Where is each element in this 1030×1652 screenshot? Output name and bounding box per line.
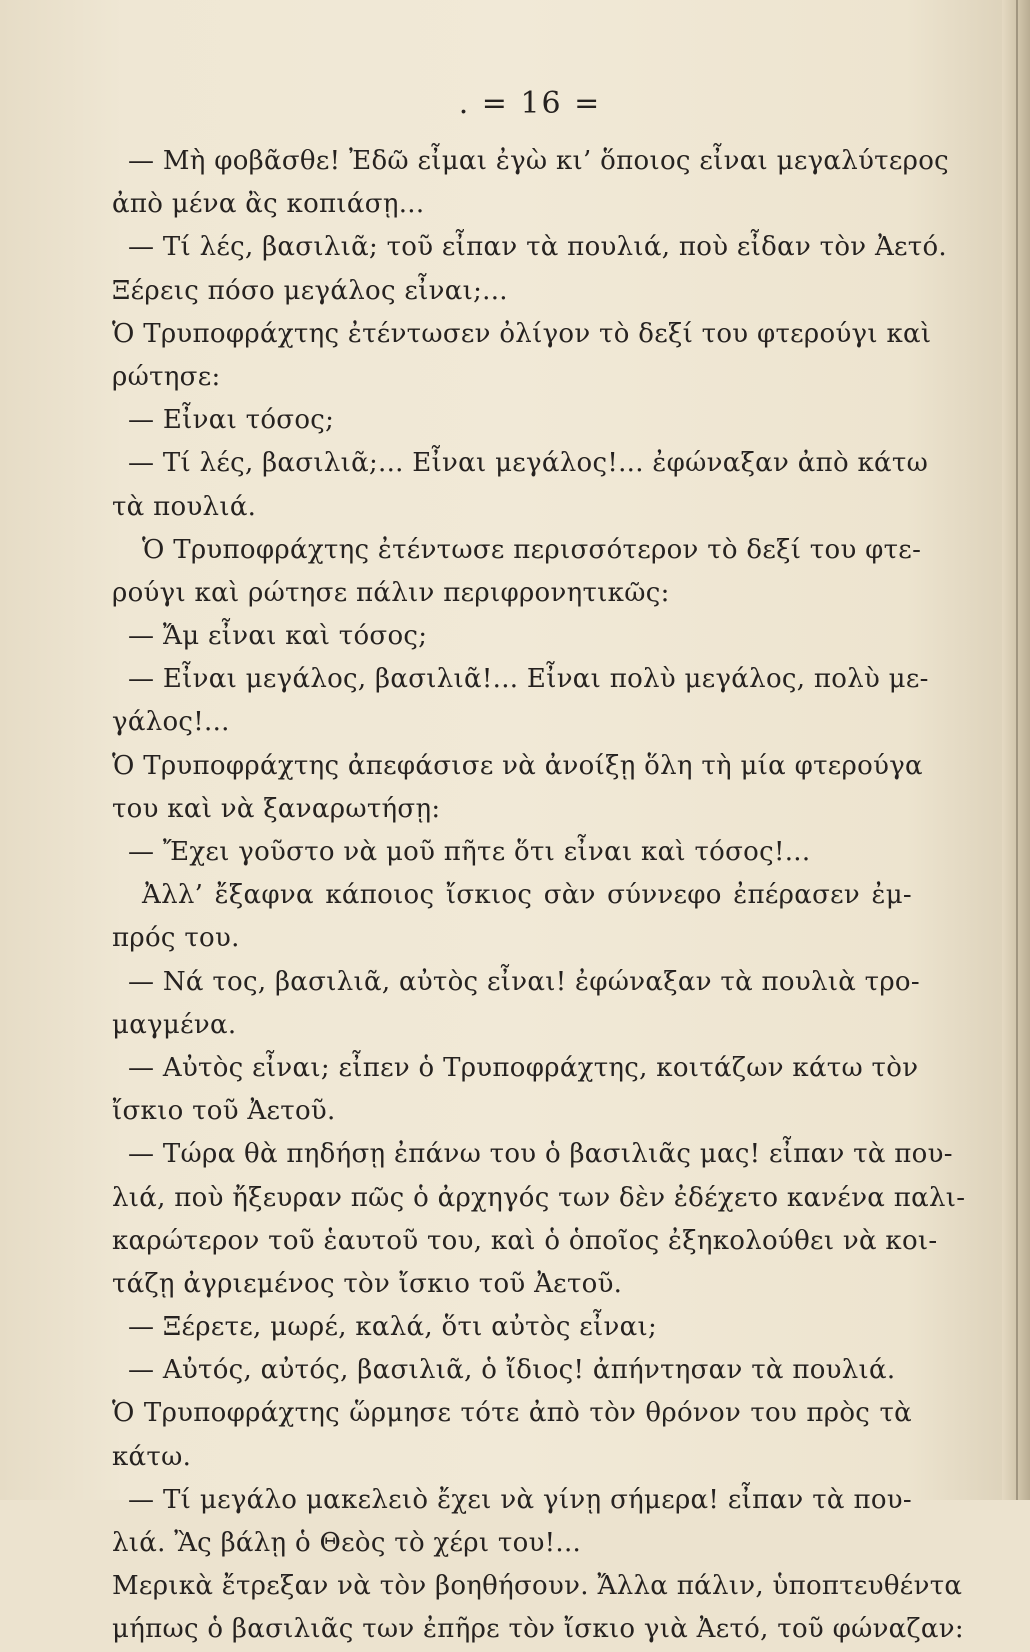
text-line: ἀπὸ μένα ἂς κοπιάσῃ...	[112, 189, 425, 220]
text-line: ρούγι καὶ ρώτησε πάλιν περιφρονητικῶς:	[112, 577, 670, 608]
text-line: — Ξέρετε, μωρέ, καλά, ὅτι αὐτὸς εἶναι;	[128, 1312, 658, 1343]
text-line: Μερικὰ ἔτρεξαν νὰ τὸν βοηθήσουν. Ἄλλα πάλιν, ὑποπτευθέντα	[112, 1571, 963, 1602]
text-line: Ὁ Τρυποφράχτης ἐτέντωσεν ὀλίγον τὸ δεξί του φτερούγι καὶ	[112, 318, 932, 349]
text-line: Ὁ Τρυποφράχτης ὥρμησε τότε ἀπὸ τὸν θρόνον του πρὸς τὰ	[112, 1398, 912, 1429]
text-line: Ὁ Τρυποφράχτης ἐτέντωσε περισσότερον τὸ δεξί του φτε-	[142, 534, 922, 565]
text-line: λιά, ποὺ ἤξευραν πῶς ὁ ἀρχηγός των δὲν ἐδέχετο κανένα παλι-	[112, 1182, 966, 1213]
text-line: πρός του.	[112, 923, 240, 954]
text-line: — Νά τος, βασιλιᾶ, αὐτὸς εἶναι! ἐφώναξαν τὰ πουλιὰ τρο-	[128, 966, 920, 997]
text-line: — Μὴ φοβᾶσθε! Ἐδῶ εἶμαι ἐγὼ κι’ ὅποιος εἶναι μεγαλύτερος	[128, 146, 950, 176]
body-text	[112, 140, 966, 1652]
text-line: — Αὐτός, αὐτός, βασιλιᾶ, ὁ ἴδιος! ἀπήντησαν τὰ πουλιά.	[128, 1355, 896, 1386]
text-line: — Τώρα θὰ πηδήσῃ ἐπάνω του ὁ βασιλιᾶς μας! εἶπαν τὰ που-	[128, 1139, 953, 1170]
text-line: τάζῃ ἀγριεμένος τὸν ἴσκιο τοῦ Ἀετοῦ.	[112, 1268, 623, 1299]
text-line: του καὶ νὰ ξαναρωτήσῃ:	[112, 793, 441, 824]
text-line: μήπως ὁ βασιλιᾶς των ἐπῆρε τὸν ἴσκιο γιὰ Ἀετό, τοῦ φώναζαν:	[112, 1614, 964, 1645]
text-line: — Εἶναι τόσος;	[128, 405, 335, 436]
text-line: — Ἄμ εἶναι καὶ τόσος;	[128, 621, 428, 652]
text-line: — Τί λές, βασιλιᾶ; τοῦ εἶπαν τὰ πουλιά, ποὺ εἶδαν τὸν Ἀετό.	[128, 232, 948, 263]
text-line: τὰ πουλιά.	[112, 491, 257, 522]
text-line: κάτω.	[112, 1441, 192, 1472]
page-edge-line	[1016, 0, 1018, 1500]
text-line: Ἀλλ’ ἔξαφνα κάποιος ἴσκιος σὰν σύννεφο ἐπέρασεν ἐμ-	[142, 880, 912, 911]
text-line: — Αὐτὸς εἶναι; εἶπεν ὁ Τρυποφράχτης, κοιτάζων κάτω τὸν	[128, 1052, 919, 1083]
text-line: ρώτησε:	[112, 361, 221, 392]
text-line: λιά. Ἂς βάλῃ ὁ Θεὸς τὸ χέρι του!...	[112, 1528, 582, 1558]
page-number: . = 16 =	[458, 86, 602, 121]
text-line: μαγμένα.	[112, 1009, 237, 1040]
text-line: Ξέρεις πόσο μεγάλος εἶναι;...	[112, 275, 508, 306]
text-line: — Τί μεγάλο μακελειὸ ἔχει νὰ γίνῃ σήμερα! εἶπαν τὰ που-	[128, 1484, 912, 1515]
text-line: γάλος!...	[112, 707, 230, 738]
text-line: — Τί λές, βασιλιᾶ;... Εἶναι μεγάλος!... ἐφώναξαν ἀπὸ κάτω	[128, 448, 929, 479]
text-line: — Ἔχει γοῦστο νὰ μοῦ πῆτε ὅτι εἶναι καὶ τόσος!...	[128, 837, 811, 867]
text-line: ἴσκιο τοῦ Ἀετοῦ.	[112, 1096, 336, 1127]
text-line: — Εἶναι μεγάλος, βασιλιᾶ!... Εἶναι πολὺ μεγάλος, πολὺ με-	[128, 664, 929, 695]
text-line: Ὁ Τρυποφράχτης ἀπεφάσισε νὰ ἀνοίξῃ ὅλη τὴ μία φτερούγα	[112, 750, 923, 781]
text-line: καρώτερον τοῦ ἑαυτοῦ του, καὶ ὁ ὁποῖος ἐξηκολούθει νὰ κοι-	[112, 1225, 938, 1256]
